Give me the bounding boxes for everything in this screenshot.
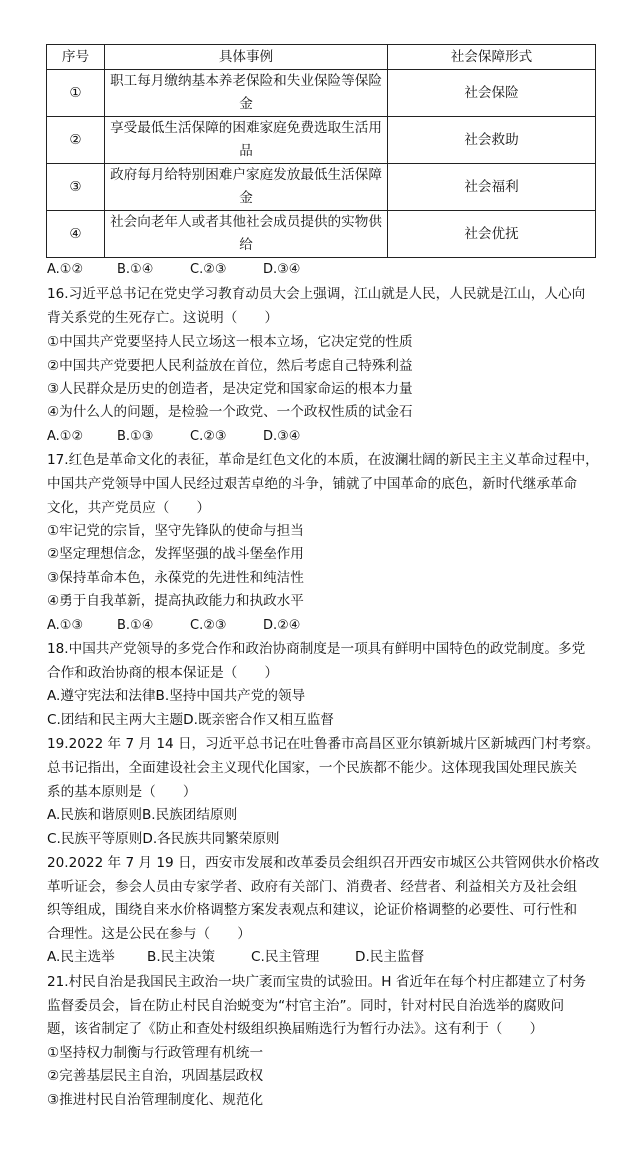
row-number: ④ [47, 211, 105, 258]
row-example-line: 社会向老年人或者其他社会成员提供的实物供 [110, 214, 382, 230]
row-example-line: 职工每月缴纳基本养老保险和失业保险等保险 [110, 73, 382, 89]
q16-item: ④为什么人的问题，是检验一个政党、一个政权性质的试金石 [47, 404, 413, 420]
option-d[interactable]: D.③④ [263, 262, 301, 277]
q21-stem-line: 题，该省制定了《防止和查处村级组织换届贿选行为暂行办法》。这有利于（ ） [47, 1021, 544, 1037]
option-c[interactable]: C.民族平等原则 [47, 831, 143, 847]
row-form: 社会保险 [388, 70, 596, 117]
q20-stem-line: 革听证会，参会人员由专家学者、政府有关部门、消费者、经营者、利益相关方及社会组 [47, 879, 578, 895]
row-example-line: 给 [239, 237, 253, 253]
option-d[interactable]: D.既亲密合作又相互监督 [183, 712, 334, 728]
q19-stem-line: 总书记指出，全面建设社会主义现代化国家，一个民族都不能少。这体现我国处理民族关 [47, 760, 578, 776]
row-example-line: 金 [239, 96, 253, 112]
row-form: 社会优抚 [388, 211, 596, 258]
option-a[interactable]: A.遵守宪法和法律 [47, 688, 156, 704]
q18-options-row [47, 709, 599, 732]
q16-item: ①中国共产党要坚持人民立场这一根本立场，它决定党的性质 [47, 334, 413, 350]
q21-item: ②完善基层民主自治，巩固基层政权 [47, 1068, 264, 1084]
option-c[interactable]: C.②③ [190, 262, 227, 277]
table-row [47, 117, 596, 164]
table-row [47, 70, 596, 117]
q21-stem-line: 监督委员会，旨在防止村民自治蜕变为“村官主治”。同时，针对村民自治选举的腐败问 [47, 998, 565, 1014]
q20-stem-line: 织等组成，围绕自来水价格调整方案发表观点和建议，论证价格调整的必要性、可行性和 [47, 902, 578, 918]
q17-options [47, 614, 599, 637]
row-number: ② [47, 117, 105, 164]
q17-stem-line: 17.红色是革命文化的表征，革命是红色文化的本质，在波澜壮阔的新民主主义革命过程中， [47, 452, 599, 468]
q16-stem-line: 背关系党的生死存亡。这说明（ ） [47, 310, 279, 326]
row-example [105, 70, 388, 117]
row-example-line: 品 [239, 143, 253, 159]
q16-item: ②中国共产党要把人民利益放在首位，然后考虑自己特殊利益 [47, 358, 413, 374]
option-d[interactable]: D.各民族共同繁荣原则 [142, 831, 280, 847]
table-header-row [47, 45, 596, 70]
q18-options-row [47, 685, 599, 708]
option-b[interactable]: B.坚持中国共产党的领导 [155, 688, 306, 704]
q17-item: ④勇于自我革新，提高执政能力和执政水平 [47, 593, 304, 609]
option-c[interactable]: C.②③ [190, 618, 227, 633]
q17-item: ②坚定理想信念，发挥坚强的战斗堡垒作用 [47, 546, 304, 562]
option-b[interactable]: B.民族团结原则 [141, 807, 238, 823]
option-c[interactable]: C.团结和民主两大主题 [47, 712, 184, 728]
table-row [47, 211, 596, 258]
social-security-table [46, 44, 596, 258]
row-example [105, 117, 388, 164]
option-d[interactable]: D.民主监督 [355, 949, 425, 965]
q20-options-row [47, 946, 599, 969]
q21-item: ③推进村民自治管理制度化、规范化 [47, 1092, 264, 1108]
q20-stem-line: 合理性。这是公民在参与（ ） [47, 926, 251, 942]
option-b[interactable]: B.①④ [117, 262, 154, 277]
row-example-line: 政府每月给特别困难户家庭发放最低生活保障 [110, 167, 382, 183]
header-form: 社会保障形式 [388, 45, 596, 70]
option-a[interactable]: A.民主选举 [47, 949, 115, 965]
option-b[interactable]: B.①③ [117, 429, 154, 444]
q19-stem-line: 系的基本原则是（ ） [47, 784, 197, 800]
q18-stem-line: 18.中国共产党领导的多党合作和政治协商制度是一项具有鲜明中国特色的政党制度。多党 [47, 641, 586, 657]
option-c[interactable]: C.②③ [190, 429, 227, 444]
option-c[interactable]: C.民主管理 [251, 949, 320, 965]
header-number: 序号 [47, 45, 105, 70]
row-number: ① [47, 70, 105, 117]
q20-stem-line: 20.2022 年 7 月 19 日，西安市发展和改革委员会组织召开西安市城区公共管网供水价格改 [47, 855, 600, 871]
table-row [47, 164, 596, 211]
option-a[interactable]: A.①② [47, 429, 84, 444]
q18-stem-line: 合作和政治协商的根本保证是（ ） [47, 665, 279, 681]
option-b[interactable]: B.民主决策 [147, 949, 216, 965]
q16-item: ③人民群众是历史的创造者，是决定党和国家命运的根本力量 [47, 381, 413, 397]
option-d[interactable]: D.②④ [263, 618, 301, 633]
option-a[interactable]: A.①③ [47, 618, 84, 633]
option-a[interactable]: A.民族和谐原则 [47, 807, 142, 823]
header-example: 具体事例 [105, 45, 388, 70]
row-example-line: 享受最低生活保障的困难家庭免费选取生活用 [110, 120, 382, 136]
q17-stem-line: 文化，共产党员应（ ） [47, 500, 211, 516]
option-a[interactable]: A.①② [47, 262, 84, 277]
q15-options [47, 258, 599, 281]
q19-options-row [47, 828, 599, 851]
row-example [105, 211, 388, 258]
q17-item: ③保持革命本色，永葆党的先进性和纯洁性 [47, 570, 304, 586]
q17-item: ①牢记党的宗旨，坚守先锋队的使命与担当 [47, 523, 304, 539]
row-example-line: 金 [239, 190, 253, 206]
q16-options [47, 425, 599, 448]
q19-options-row [47, 804, 599, 827]
option-b[interactable]: B.①④ [117, 618, 154, 633]
q21-stem-line: 21.村民自治是我国民主政治一块广袤而宝贵的试验田。H 省近年在每个村庄都建立了村务 [47, 974, 587, 990]
q21-item: ①坚持权力制衡与行政管理有机统一 [47, 1045, 264, 1061]
row-form: 社会救助 [388, 117, 596, 164]
row-example [105, 164, 388, 211]
row-form: 社会福利 [388, 164, 596, 211]
q16-stem-line: 16.习近平总书记在党史学习教育动员大会上强调，江山就是人民，人民就是江山，人心向 [47, 286, 586, 302]
q19-stem-line: 19.2022 年 7 月 14 日，习近平总书记在吐鲁番市高昌区亚尔镇新城片区新城西门村考察。 [47, 736, 600, 752]
option-d[interactable]: D.③④ [263, 429, 301, 444]
row-number: ③ [47, 164, 105, 211]
q17-stem-line: 中国共产党领导中国人民经过艰苦卓绝的斗争，铺就了中国革命的底色，新时代继承革命 [47, 476, 578, 492]
